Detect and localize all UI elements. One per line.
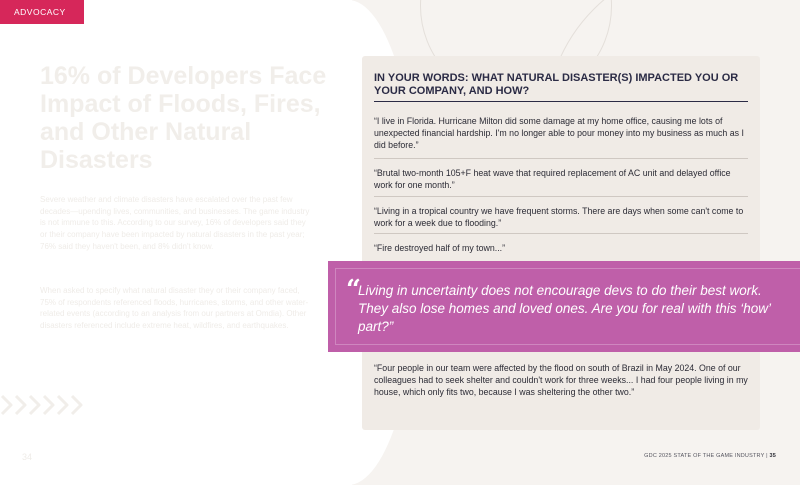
pull-quote-text: Living in uncertainty does not encourage devs to do their best work. They also lose homes and loved ones. Are you for real with this ‘how’ part?” <box>358 283 771 334</box>
footer-page-number: 35 <box>769 453 776 459</box>
footer-report-title: GDC 2025 STATE OF THE GAME INDUSTRY <box>644 453 765 459</box>
quote-item: “I live in Florida. Hurricane Milton did some damage at my home office, causing me lots of unexpected financial hardship. I'm no longer able to pour money into my business as much as I did before.” <box>374 116 744 150</box>
left-page-number: 34 <box>22 452 33 462</box>
page-headline: 16% of Developers Face Impact of Floods, Fires, and Other Natural Disasters <box>40 62 327 174</box>
quote-divider <box>374 158 748 159</box>
quote-item: “Fire destroyed half of my town...” <box>374 243 506 253</box>
chevrons-icon <box>0 392 100 418</box>
quotes-heading: IN YOUR WORDS: WHAT NATURAL DISASTER(S) IMPACTED YOU OR YOUR COMPANY, AND HOW? <box>374 72 748 102</box>
quote-divider <box>374 233 748 234</box>
intro-paragraph: When asked to specify what natural disaster they or their company faced, 75% of respondents referenced floods, hurricanes, storms, and other water-related events (according to an analysis from our partners at Omdia). Other disasters referenced include extreme heat, wildfires, and earthquakes. <box>40 286 309 331</box>
page-footer <box>644 453 776 459</box>
quote-item: “Brutal two-month 105+F heat wave that required replacement of AC unit and delayed office work for one month.” <box>374 168 731 190</box>
intro-paragraph: Severe weather and climate disasters have escalated over the past few decades—upending lives, communities, and businesses. The game industry is not immune to this. According to our survey, 16% of developers said they or their company have been impacted by natural disasters in the past year; 76% said they haven't been, and 8% didn't know. <box>40 195 310 251</box>
section-tag: ADVOCACY <box>0 0 84 24</box>
quote-item: “Living in a tropical country we have frequent storms. There are days when some can't come to work for a week due to flooding.” <box>374 206 744 228</box>
quote-divider <box>374 196 748 197</box>
footer-separator: | <box>766 453 768 459</box>
quote-mark-icon: “ <box>346 275 361 305</box>
quote-item: “Four people in our team were affected by the flood on south of Brazil in May 2024. One of our colleagues had to seek shelter and couldn't work for three weeks... I had four people living in my house, which only fits two, because I was sheltering the other two.” <box>374 363 748 397</box>
